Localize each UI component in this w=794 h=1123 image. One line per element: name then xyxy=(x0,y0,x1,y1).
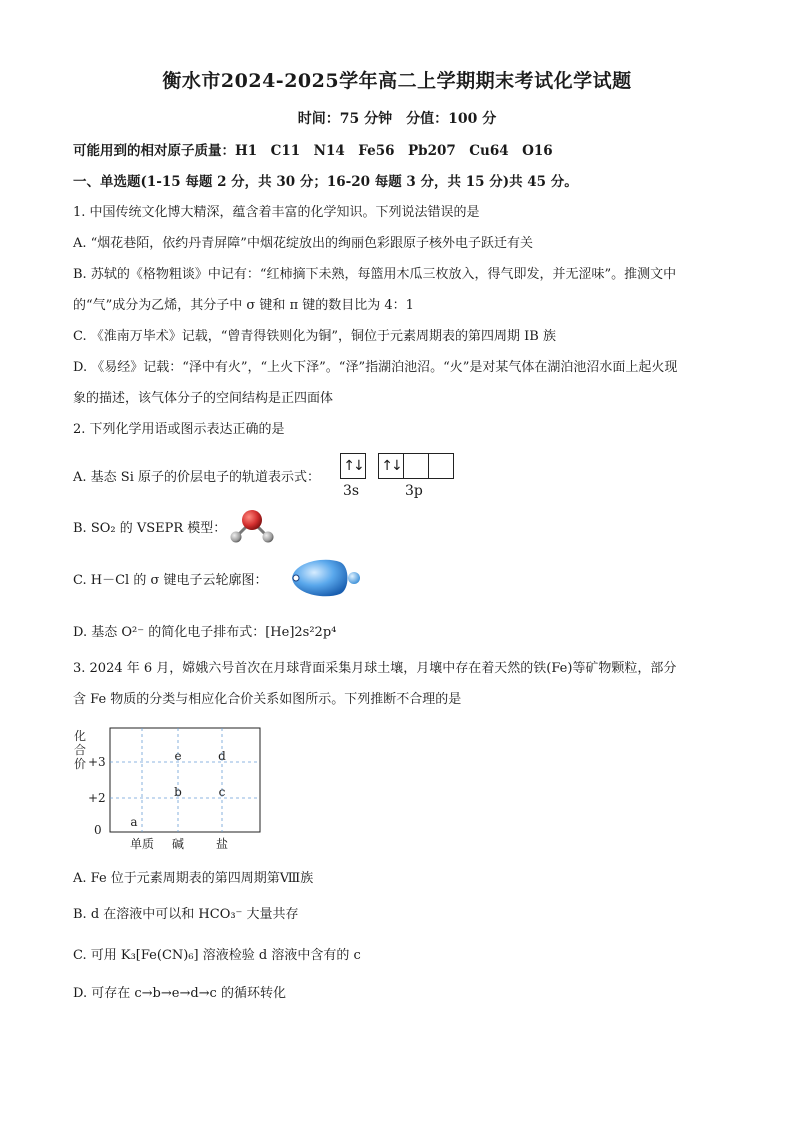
q3-option-a: A. Fe 位于元素周期表的第四周期第Ⅷ族 xyxy=(73,871,314,886)
orbital-3p-box-2 xyxy=(404,454,429,478)
data-point-c: c xyxy=(218,785,226,799)
x-tick-label: 盐 xyxy=(215,837,229,851)
q2-option-d: D. 基态 O²⁻ 的简化电子排布式：[He]2s²2p⁴ xyxy=(73,625,337,640)
orbital-3p-box-1: ↑↓ xyxy=(379,454,404,478)
q1-option-d-line2: 象的描述，该气体分子的空间结构是正四面体 xyxy=(73,391,334,406)
orbital-3s xyxy=(340,453,366,479)
x-tick-label: 单质 xyxy=(129,837,155,851)
orbital-3p-label: 3p xyxy=(405,483,423,499)
q1-option-a: A. “烟花巷陌，依约丹青屏障”中烟花绽放出的绚丽色彩跟原子核外电子跃迁有关 xyxy=(73,236,533,251)
y-axis-label-2: 合 xyxy=(74,743,87,757)
q2-option-c: C. H－Cl 的 σ 键电子云轮廓图： xyxy=(73,573,268,588)
data-point-d: d xyxy=(218,749,226,763)
vsepr-model-image xyxy=(225,508,280,546)
data-point-e: e xyxy=(174,749,182,763)
q1-option-b-line2: 的“气”成分为乙烯，其分子中 σ 键和 π 键的数目比为 4：1 xyxy=(73,298,414,313)
data-point-b: b xyxy=(174,785,182,799)
x-tick-label: 碱 xyxy=(171,837,185,851)
y-tick-label: 0 xyxy=(94,823,102,837)
section-one-heading: 一、单选题(1-15 每题 2 分，共 30 分；16-20 每题 3 分，共 15 分)共 45 分。 xyxy=(73,174,578,190)
q3-stem-line2: 含 Fe 物质的分类与相应化合价关系如图所示。下列推断不合理的是 xyxy=(73,692,462,707)
q1-option-c: C. 《淮南万毕术》记载，“曾青得铁则化为铜”，铜位于元素周期表的第四周期 IB 族 xyxy=(73,329,556,344)
y-tick-label: +2 xyxy=(88,791,106,805)
y-axis-label-1: 化 xyxy=(74,729,87,743)
orbital-3p-box-3 xyxy=(429,454,453,478)
sigma-bond-cloud-image xyxy=(284,556,364,600)
q1-option-b-line1: B. 苏轼的《格物粗谈》中记有：“红柿摘下未熟，每篮用木瓜三枚放入，得气即发，并无涩味”。推测文中 xyxy=(73,267,677,282)
exam-title: 衡水市2024-2025学年高二上学期期末考试化学试题 xyxy=(162,70,632,92)
q3-option-d: D. 可存在 c→b→e→d→c 的循环转化 xyxy=(73,986,286,1001)
valence-chart xyxy=(70,724,270,854)
q2-stem: 2. 下列化学用语或图示表达正确的是 xyxy=(73,422,285,437)
atomic-masses: 可能用到的相对原子质量：H1 C11 N14 Fe56 Pb207 Cu64 O16 xyxy=(73,143,553,159)
q3-stem-line1: 3. 2024 年 6 月，嫦娥六号首次在月球背面采集月球土壤，月壤中存在着天然的铁(Fe)等矿物颗粒，部分 xyxy=(73,661,677,676)
orbital-3p xyxy=(378,453,454,479)
q3-option-b: B. d 在溶液中可以和 HCO₃⁻ 大量共存 xyxy=(73,907,299,922)
q2-option-a: A. 基态 Si 原子的价层电子的轨道表示式： xyxy=(73,470,320,485)
q1-stem: 1. 中国传统文化博大精深，蕴含着丰富的化学知识。下列说法错误的是 xyxy=(73,205,480,220)
q2-option-b: B. SO₂ 的 VSEPR 模型： xyxy=(73,521,227,536)
q1-option-d-line1: D. 《易经》记载：“泽中有火”，“上火下泽”。“泽”指湖泊池沼。“火”是对某气体在湖泊池沼水面上起火现 xyxy=(73,360,678,375)
orbital-3s-label: 3s xyxy=(343,483,360,499)
orbital-3s-box: ↑↓ xyxy=(343,458,363,474)
q3-option-c: C. 可用 K₃[Fe(CN)₆] 溶液检验 d 溶液中含有的 c xyxy=(73,948,361,963)
y-axis-label-3: 价 xyxy=(74,757,87,771)
time-score-info: 时间：75 分钟 分值：100 分 xyxy=(297,111,497,127)
data-point-a: a xyxy=(130,815,138,829)
y-tick-label: +3 xyxy=(88,755,106,769)
